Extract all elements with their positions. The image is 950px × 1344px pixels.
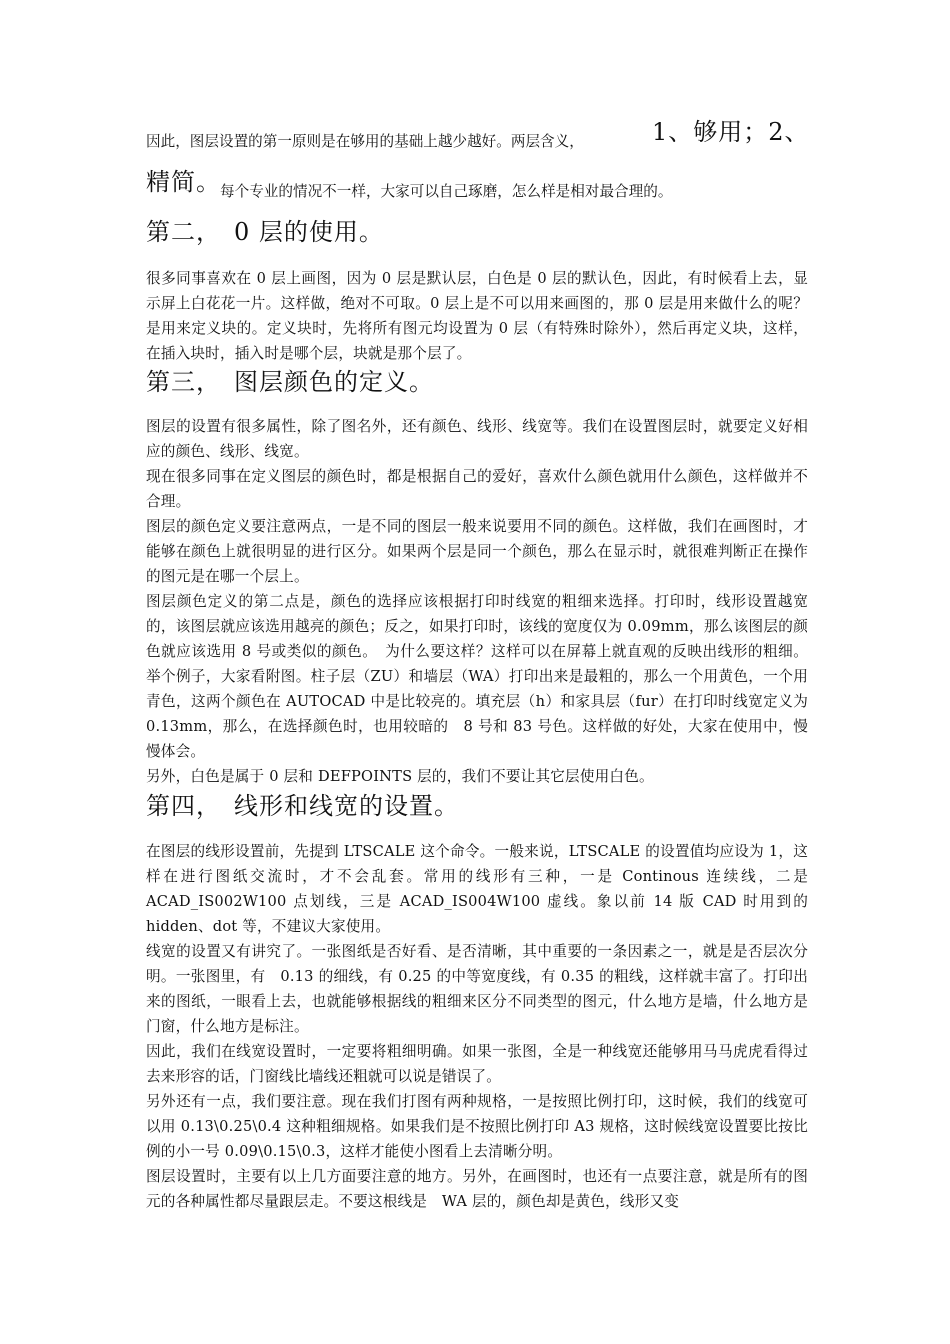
- section-3-paragraph-3: 图层的颜色定义要注意两点，一是不同的图层一般来说要用不同的颜色。这样做，我们在画图时，才能够在颜色上就很明显的进行区分。如果两个层是同一个颜色，那么在显示时，就很难判断正在操作的图元是在哪一个层上。: [146, 518, 808, 585]
- section-4-heading: 第四， 线形和线宽的设置。: [146, 792, 459, 820]
- section-3-heading: 第三， 图层颜色的定义。: [146, 368, 434, 396]
- section-3-paragraph-2: 现在很多同事在定义图层的颜色时，都是根据自己的爱好，喜欢什么颜色就用什么颜色，这样做并不合理。: [146, 468, 808, 510]
- intro-line-1-emphasis: 1、够用；2、: [652, 118, 810, 146]
- section-4-paragraph-4: 另外还有一点，我们要注意。现在我们打图有两种规格，一是按照比例打印，这时候，我们的线宽可以用 0.13\0.25\0.4 这种粗细规格。如果我们是不按照比例打印 A3 规格，这时候线宽设置要比按比例的小一号 0.09\0.15\0.3，这样才能使小图看上去清晰分明。: [146, 1093, 808, 1160]
- section-2-paragraph-1: 很多同事喜欢在 0 层上画图，因为 0 层是默认层，白色是 0 层的默认色，因此，有时候看上去，显示屏上白花花一片。这样做，绝对不可取。0 层上是不可以用来画图的，那 0 层是用来做什么的呢？是用来定义块的。定义块时，先将所有图元均设置为 0 层（有特殊时除外），然后再定义块，这样，在插入块时，插入时是哪个层，块就是那个层了。: [146, 270, 808, 362]
- section-4-paragraph-2: 线宽的设置又有讲究了。一张图纸是否好看、是否清晰，其中重要的一条因素之一，就是是否层次分明。一张图里，有 0.13 的细线，有 0.25 的中等宽度线，有 0.35 的粗线，这样就丰富了。打印出来的图纸，一眼看上去，也就能够根据线的粗细来区分不同类型的图元，什么地方是墙，什么地方是门窗，什么地方是标注。: [146, 943, 808, 1035]
- intro-line-1-text: 因此，图层设置的第一原则是在够用的基础上越少越好。两层含义，: [146, 133, 584, 150]
- section-2-heading: 第二， 0 层的使用。: [146, 218, 384, 246]
- section-3-paragraph-5: 另外，白色是属于 0 层和 DEFPOINTS 层的，我们不要让其它层使用白色。: [146, 768, 654, 785]
- section-4-paragraph-1: 在图层的线形设置前，先提到 LTSCALE 这个命令。一般来说，LTSCALE 的设置值均应设为 1，这样在进行图纸交流时，才不会乱套。常用的线形有三种，一是 Continous 连续线，二是 ACAD_IS002W100 点划线，三是 ACAD_IS004W100 虚线。象以前 14 版 CAD 时用到的 hidden、dot 等，不建议大家使用。: [146, 843, 808, 935]
- section-3-paragraph-1: 图层的设置有很多属性，除了图名外，还有颜色、线形、线宽等。我们在设置图层时，就要定义好相应的颜色、线形、线宽。: [146, 418, 808, 460]
- intro-line-2-emphasis: 精简。: [146, 168, 221, 196]
- section-3-paragraph-4: 图层颜色定义的第二点是，颜色的选择应该根据打印时线宽的粗细来选择。打印时，线形设置越宽的，该图层就应该选用越亮的颜色；反之，如果打印时，该线的宽度仅为 0.09mm，那么该图层的颜色就应该选用 8 号或类似的颜色。 为什么要这样？这样可以在屏幕上就直观的反映出线形的粗细。举个例子，大家看附图。柱子层（ZU）和墙层（WA）打印出来是最粗的，那么一个用黄色，一个用青色，这两个颜色在 AUTOCAD 中是比较亮的。填充层（h）和家具层（fur）在打印时线宽定义为 0.13mm，那么，在选择颜色时，也用较暗的 8 号和 83 号色。这样做的好处，大家在使用中，慢慢体会。: [146, 593, 823, 760]
- section-4-paragraph-3: 因此，我们在线宽设置时，一定要将粗细明确。如果一张图，全是一种线宽还能够用马马虎虎看得过去来形容的话，门窗线比墙线还粗就可以说是错误了。: [146, 1043, 808, 1085]
- section-4-paragraph-5: 图层设置时，主要有以上几方面要注意的地方。另外，在画图时，也还有一点要注意，就是所有的图元的各种属性都尽量跟层走。不要这根线是 WA 层的，颜色却是黄色，线形又变: [146, 1168, 808, 1210]
- intro-line-2-text: 每个专业的情况不一样，大家可以自己琢磨，怎么样是相对最合理的。: [220, 183, 673, 200]
